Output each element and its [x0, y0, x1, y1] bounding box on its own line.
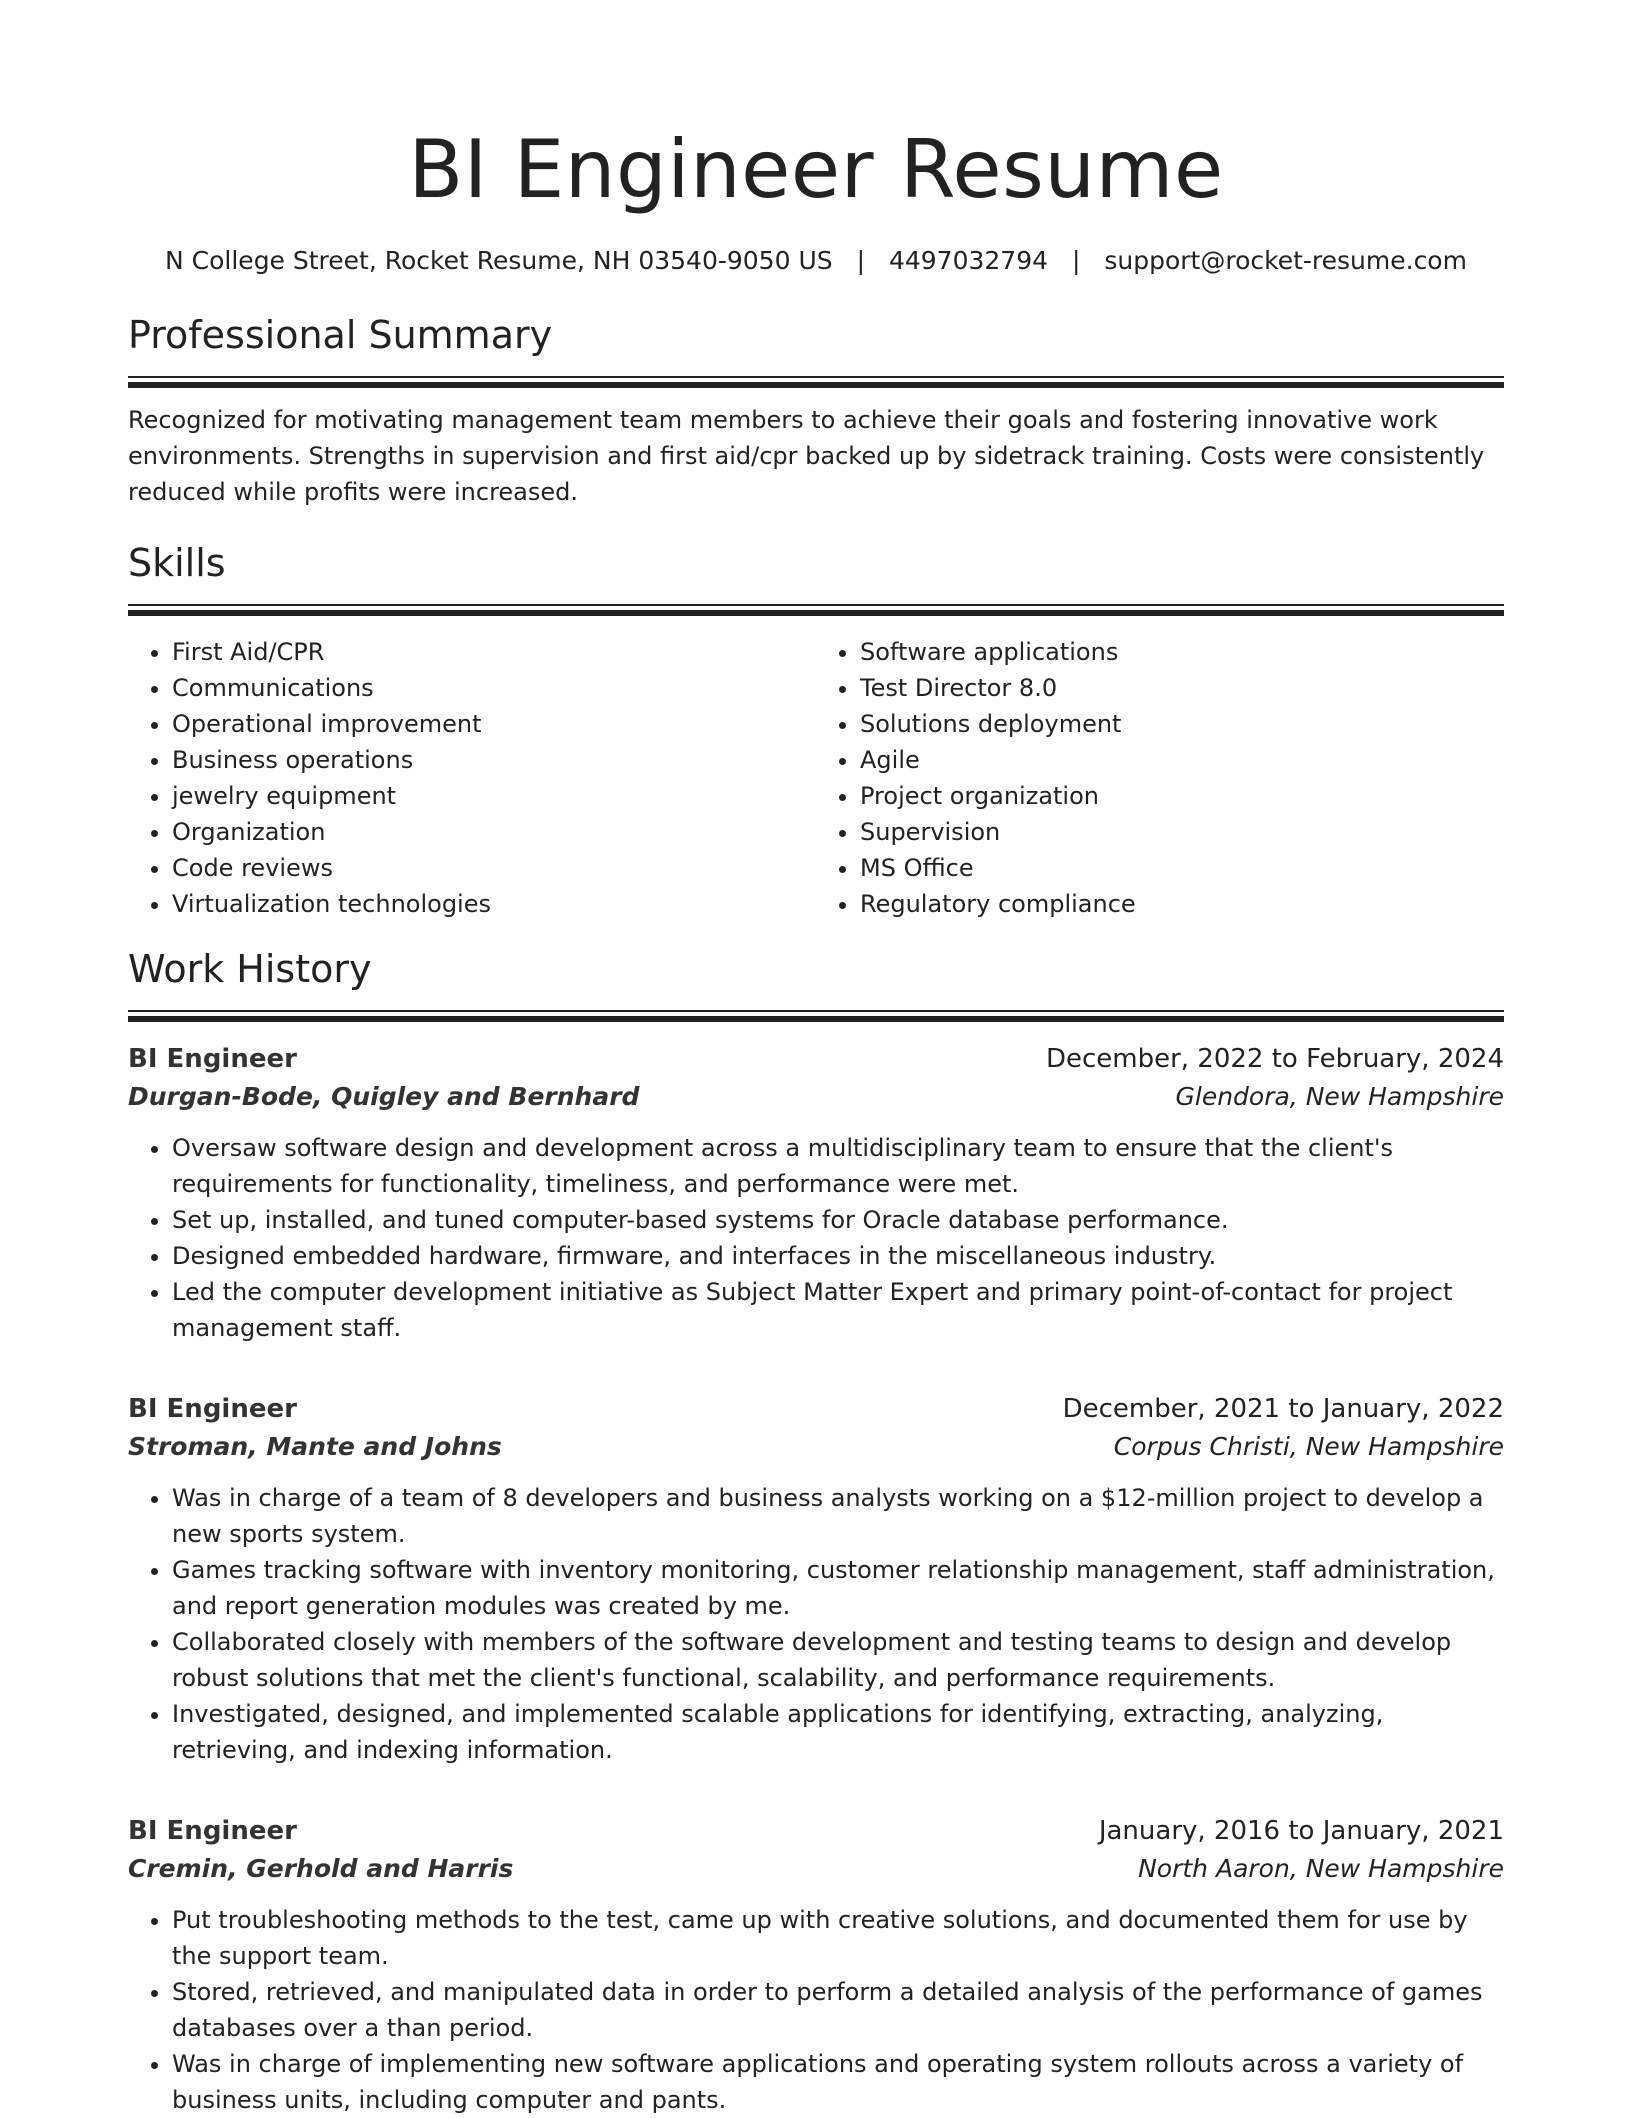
- skills-column-left: [128, 634, 816, 922]
- job-dates: December, 2021 to January, 2022: [1062, 1394, 1504, 1424]
- job-company: Cremin, Gerhold and Harris: [128, 1854, 514, 1883]
- contact-phone: 4497032794: [888, 246, 1049, 275]
- job-duty: • Set up, installed, and tuned computer-based systems for Oracle database performance.: [172, 1202, 1504, 1238]
- job-duty: • Was in charge of a team of 8 developers and business analysts working on a $12-million project to develop a new sports system.: [172, 1480, 1504, 1552]
- job-company-row: [128, 1078, 1504, 1116]
- section-divider: [128, 604, 1504, 616]
- section-heading-skills: Skills: [128, 541, 226, 585]
- contact-line: [128, 244, 1504, 278]
- job-entry: [128, 1390, 1504, 1768]
- job-location: Corpus Christi, New Hampshire: [1113, 1432, 1504, 1461]
- job-dates: January, 2016 to January, 2021: [1098, 1816, 1504, 1846]
- skill-item: • Organization: [172, 814, 816, 850]
- skill-item: • Test Director 8.0: [860, 670, 1504, 706]
- job-company: Stroman, Mante and Johns: [128, 1432, 502, 1461]
- skill-item: • MS Office: [860, 850, 1504, 886]
- job-duties-list: [128, 1130, 1504, 1346]
- skill-item: • Regulatory compliance: [860, 886, 1504, 922]
- work-history-section: [128, 944, 1504, 2118]
- skill-item: • Business operations: [172, 742, 816, 778]
- job-duty: • Designed embedded hardware, firmware, and interfaces in the miscellaneous industry.: [172, 1238, 1504, 1274]
- contact-separator: |: [856, 246, 865, 275]
- professional-summary-section: [128, 310, 1504, 510]
- job-duty: • Led the computer development initiative as Subject Matter Expert and primary point-of-contact for project management staff.: [172, 1274, 1504, 1346]
- job-header-row: [128, 1040, 1504, 1078]
- job-duty: • Put troubleshooting methods to the test, came up with creative solutions, and documented them for use by the support team.: [172, 1902, 1504, 1974]
- contact-address: N College Street, Rocket Resume, NH 03540-9050 US: [165, 246, 833, 275]
- job-company-row: [128, 1428, 1504, 1466]
- skill-item: • Supervision: [860, 814, 1504, 850]
- skills-grid: [128, 634, 1504, 922]
- job-duties-list: [128, 1902, 1504, 2118]
- skill-item: • Code reviews: [172, 850, 816, 886]
- job-duty: • Games tracking software with inventory monitoring, customer relationship management, staff administration, and report generation modules was created by me.: [172, 1552, 1504, 1624]
- skill-item: • jewelry equipment: [172, 778, 816, 814]
- job-company-row: [128, 1850, 1504, 1888]
- job-header-row: [128, 1812, 1504, 1850]
- skills-column-right: [816, 634, 1504, 922]
- job-location: North Aaron, New Hampshire: [1138, 1854, 1504, 1883]
- section-heading-summary: Professional Summary: [128, 313, 553, 357]
- job-duty: • Collaborated closely with members of the software development and testing teams to design and develop robust solutions that met the client's functional, scalability, and performance requirements.: [172, 1624, 1504, 1696]
- skill-item: • Solutions deployment: [860, 706, 1504, 742]
- job-title: BI Engineer: [128, 1394, 297, 1424]
- skill-item: • Virtualization technologies: [172, 886, 816, 922]
- skill-item: • Agile: [860, 742, 1504, 778]
- job-duties-list: [128, 1480, 1504, 1768]
- job-location: Glendora, New Hampshire: [1175, 1082, 1504, 1111]
- job-company: Durgan-Bode, Quigley and Bernhard: [128, 1082, 640, 1111]
- skill-item: • Project organization: [860, 778, 1504, 814]
- skill-item: • First Aid/CPR: [172, 634, 816, 670]
- section-heading-work-history: Work History: [128, 947, 372, 991]
- job-title: BI Engineer: [128, 1044, 297, 1074]
- section-divider: [128, 376, 1504, 388]
- job-title: BI Engineer: [128, 1816, 297, 1846]
- job-duty: • Investigated, designed, and implemented scalable applications for identifying, extracting, analyzing, retrieving, and indexing information.: [172, 1696, 1504, 1768]
- resume-title: BI Engineer Resume: [408, 123, 1224, 216]
- job-duty: • Stored, retrieved, and manipulated data in order to perform a detailed analysis of the performance of games databases over a than period.: [172, 1974, 1504, 2046]
- job-entry: [128, 1812, 1504, 2118]
- job-header-row: [128, 1390, 1504, 1428]
- summary-text: Recognized for motivating management team members to achieve their goals and fostering innovative work environments. Strengths in supervision and first aid/cpr backed up by sidetrack training. Costs were consistently reduced while profits were increased.: [128, 406, 1485, 506]
- contact-email: support@rocket-resume.com: [1104, 246, 1467, 275]
- job-duty: • Was in charge of implementing new software applications and operating system rollouts across a variety of business units, including computer and pants.: [172, 2046, 1504, 2118]
- section-divider: [128, 1010, 1504, 1022]
- contact-separator: |: [1071, 246, 1081, 275]
- job-entry: [128, 1040, 1504, 1346]
- skills-section: [128, 538, 1504, 922]
- job-duty: • Oversaw software design and development across a multidisciplinary team to ensure that the client's requirements for functionality, timeliness, and performance were met.: [172, 1130, 1504, 1202]
- job-dates: December, 2022 to February, 2024: [1045, 1044, 1504, 1074]
- skill-item: • Software applications: [860, 634, 1504, 670]
- skill-item: • Operational improvement: [172, 706, 816, 742]
- skill-item: • Communications: [172, 670, 816, 706]
